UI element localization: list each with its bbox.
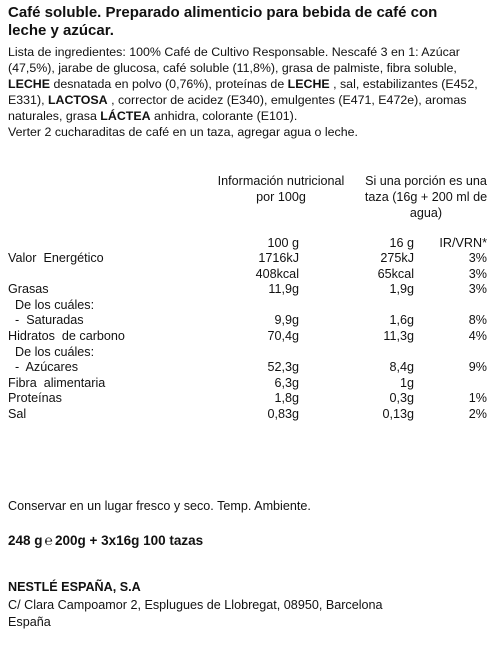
nutrient-value-100g: 408kcal (255, 266, 299, 281)
company-country: España (8, 615, 51, 629)
ingredients-text: desnatada en polvo (0,76%), proteínas de (50, 77, 288, 91)
nutrient-value-ir: 2% (468, 407, 487, 421)
preparation-instructions: Verter 2 cucharaditas de café en un taza, agregar agua o leche. (8, 125, 358, 139)
ingredients-list (8, 44, 494, 140)
unit-100g: 100 g (267, 236, 299, 250)
ingredients-text: anhidra, colorante (E101). (150, 109, 298, 123)
header-text: por 100g (256, 190, 306, 204)
nutrient-value-ir: 1% (468, 391, 487, 406)
nutrient-label: De los cuáles: (8, 297, 95, 312)
header-text: Si una porción es una (365, 174, 487, 188)
nutrient-value-portion: 0,13g (382, 407, 414, 421)
nutrient-value-portion: 275kJ (380, 251, 414, 265)
nutrient-value-ir: 3% (468, 266, 487, 281)
nutrient-label: De los cuáles: (8, 344, 95, 359)
nutrient-value-100g: 1,8g (274, 391, 299, 406)
nutrient-value-100g: 11,9g (268, 282, 299, 297)
net-weight: 248 g (8, 533, 43, 548)
header-text: taza (16g + 200 ml de (364, 190, 488, 204)
unit-16g: 16 g (389, 236, 414, 250)
nutrient-label: - Saturadas (8, 313, 84, 328)
product-title-line-1: Café soluble. Preparado alimenticio para bebida de café con (8, 4, 438, 21)
nutrient-value-portion: 1,9g (389, 282, 414, 297)
nutrient-value-portion: 0,3g (389, 391, 414, 406)
nutrient-value-100g: 70,4g (267, 329, 299, 343)
allergen-lactea: LÁCTEA (100, 109, 151, 123)
header-text: agua) (409, 206, 443, 220)
ingredients-text: , corrector de acidez (E340), emulgentes (E471, E472e), aromas naturales, grasa (8, 93, 467, 123)
product-title (8, 4, 437, 40)
nutrient-value-ir: 3% (468, 282, 487, 297)
header-text: Información nutricional (217, 174, 345, 188)
nutrient-value-portion: 11,3g (383, 329, 414, 343)
nutrition-header-portion (356, 173, 496, 221)
nutrient-label: Sal (8, 407, 27, 421)
estimated-sign-icon: ℮ (44, 532, 53, 548)
nutrient-value-ir: 8% (468, 313, 487, 328)
company-name: NESTLÉ ESPAÑA, S.A (8, 580, 141, 594)
nutrient-label: - Azúcares (8, 360, 78, 375)
product-title-line-2: leche y azúcar. (8, 22, 114, 39)
unit-ir-vrn: IR/VRN* (439, 236, 487, 250)
nutrient-value-ir: 4% (468, 329, 487, 343)
net-detail: 200g + 3x16g 100 tazas (54, 533, 204, 548)
nutrient-value-100g: 52,3g (267, 360, 299, 375)
nutrient-value-100g: 1716kJ (258, 251, 299, 265)
net-quantity (8, 532, 203, 549)
ingredients-text: , sal, estabilizantes (E452, E331), (8, 77, 478, 107)
company-address: C/ Clara Campoamor 2, Esplugues de Llobregat, 08950, Barcelona (8, 598, 383, 612)
nutrient-value-portion: 65kcal (377, 266, 414, 281)
nutrient-label: Valor Energético (8, 251, 104, 265)
nutrient-label: Grasas (8, 282, 49, 297)
nutrient-label: Hidratos de carbono (8, 329, 125, 343)
nutrient-value-portion: 1,6g (389, 313, 414, 328)
nutrient-label: Fibra alimentaria (8, 375, 106, 390)
ingredients-text: Lista de ingredientes: 100% Café de Cultivo Responsable. Nescafé 3 en 1: Azúcar (47,5%), jarabe de glucosa, café soluble (11,8%), grasa de palmiste, fibra soluble, (8, 45, 460, 75)
storage-instructions: Conservar en un lugar fresco y seco. Temp. Ambiente. (8, 499, 311, 513)
nutrient-value-ir: 9% (468, 360, 487, 375)
nutrient-value-100g: 9,9g (274, 313, 299, 328)
nutrient-value-100g: 0,83g (267, 407, 299, 421)
nutrient-value-100g: 6,3g (274, 375, 299, 390)
nutrient-label: Proteínas (8, 391, 62, 406)
nutrient-value-portion: 8,4g (389, 360, 414, 375)
allergen-leche: LECHE (287, 77, 330, 91)
nutrient-value-portion: 1g (399, 375, 414, 390)
nutrient-value-ir: 3% (468, 251, 487, 265)
nutrition-header-per100 (206, 173, 356, 205)
allergen-leche: LECHE (8, 77, 50, 91)
allergen-lactosa: LACTOSA (47, 93, 108, 107)
